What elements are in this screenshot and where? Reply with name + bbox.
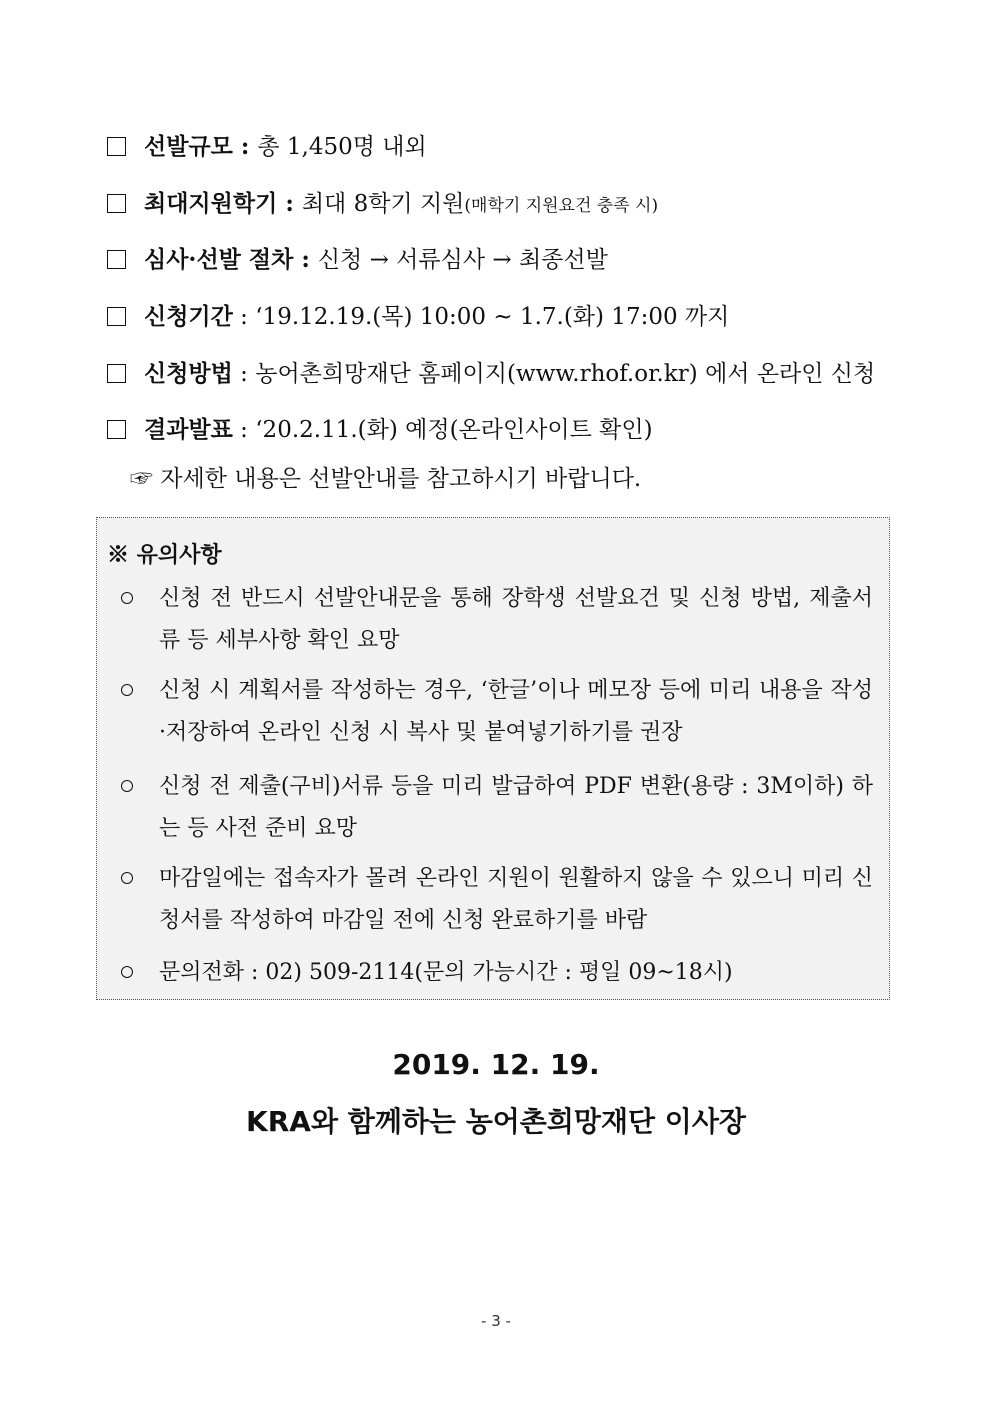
notice-bullet bbox=[121, 578, 873, 662]
item-selection-scale bbox=[107, 132, 427, 162]
notice-panel bbox=[96, 517, 890, 1000]
item-review-process bbox=[107, 245, 608, 275]
checkbox-icon bbox=[107, 364, 126, 383]
notice-bullet-text: 신청 시 계획서를 작성하는 경우, ‘한글’이나 메모장 등에 미리 내용을 작성·저장하여 온라인 신청 시 복사 및 붙여넣기하기를 권장 bbox=[159, 678, 873, 745]
item-label: 신청방법 bbox=[144, 360, 233, 387]
circle-bullet-icon bbox=[121, 592, 133, 604]
item-max-semesters bbox=[107, 189, 658, 221]
notice-bullet bbox=[121, 858, 873, 942]
item-value: ‘20.2.11.(화) 예정(온라인사이트 확인) bbox=[255, 417, 653, 443]
item-separator: : bbox=[293, 246, 318, 273]
item-application-method bbox=[107, 359, 875, 389]
document-signer: KRA와 함께하는 농어촌희망재단 이사장 bbox=[246, 1105, 746, 1138]
item-separator: : bbox=[277, 190, 302, 217]
circle-bullet-icon bbox=[121, 684, 133, 696]
notice-bullet bbox=[121, 670, 873, 754]
page-number: - 3 - bbox=[481, 1312, 511, 1330]
item-separator: : bbox=[232, 361, 256, 387]
item-label: 심사·선발 절차 bbox=[144, 246, 294, 273]
item-label: 신청기간 bbox=[144, 303, 233, 330]
item-label: 선발규모 bbox=[144, 133, 233, 160]
item-value: 최대 8학기 지원 bbox=[301, 191, 465, 217]
notice-bullet bbox=[121, 952, 873, 994]
item-application-period bbox=[107, 302, 729, 332]
notice-bullet-text: 신청 전 제출(구비)서류 등을 미리 발급하여 PDF 변환(용량 : 3M이하) 하는 등 사전 준비 요망 bbox=[159, 774, 873, 841]
checkbox-icon bbox=[107, 250, 126, 269]
item-separator: : bbox=[232, 304, 256, 330]
item-value: 총 1,450명 내외 bbox=[257, 134, 427, 160]
item-value: 농어촌희망재단 홈페이지(www.rhof.or.kr) 에서 온라인 신청 bbox=[255, 361, 876, 387]
reference-note: ☞ 자세한 내용은 선발안내를 참고하시기 바랍니다. bbox=[130, 466, 642, 492]
item-value: 신청 → 서류심사 → 최종선발 bbox=[317, 247, 608, 273]
checkbox-icon bbox=[107, 420, 126, 439]
checkbox-icon bbox=[107, 194, 126, 213]
notice-bullet bbox=[121, 766, 873, 850]
circle-bullet-icon bbox=[121, 872, 133, 884]
notice-bullet-text: 문의전화 : 02) 509-2114(문의 가능시간 : 평일 09~18시) bbox=[159, 960, 733, 985]
item-value: ‘19.12.19.(목) 10:00 ~ 1.7.(화) 17:00 까지 bbox=[255, 304, 730, 330]
item-condition: (매학기 지원요건 충족 시) bbox=[464, 196, 659, 216]
checkbox-icon bbox=[107, 137, 126, 156]
notice-bullet-text: 신청 전 반드시 선발안내문을 통해 장학생 선발요건 및 신청 방법, 제출서류 등 세부사항 확인 요망 bbox=[159, 586, 873, 653]
item-result-announcement bbox=[107, 415, 653, 445]
circle-bullet-icon bbox=[121, 966, 133, 978]
item-label: 결과발표 bbox=[144, 416, 233, 443]
item-label: 최대지원학기 bbox=[144, 190, 278, 217]
item-separator: : bbox=[232, 417, 256, 443]
circle-bullet-icon bbox=[121, 780, 133, 792]
document-date: 2019. 12. 19. bbox=[392, 1048, 600, 1081]
notice-bullet-text: 마감일에는 접속자가 몰려 온라인 지원이 원활하지 않을 수 있으니 미리 신청서를 작성하여 마감일 전에 신청 완료하기를 바람 bbox=[159, 866, 873, 933]
notice-title: ※ 유의사항 bbox=[107, 542, 222, 568]
checkbox-icon bbox=[107, 307, 126, 326]
item-separator: : bbox=[232, 133, 258, 160]
